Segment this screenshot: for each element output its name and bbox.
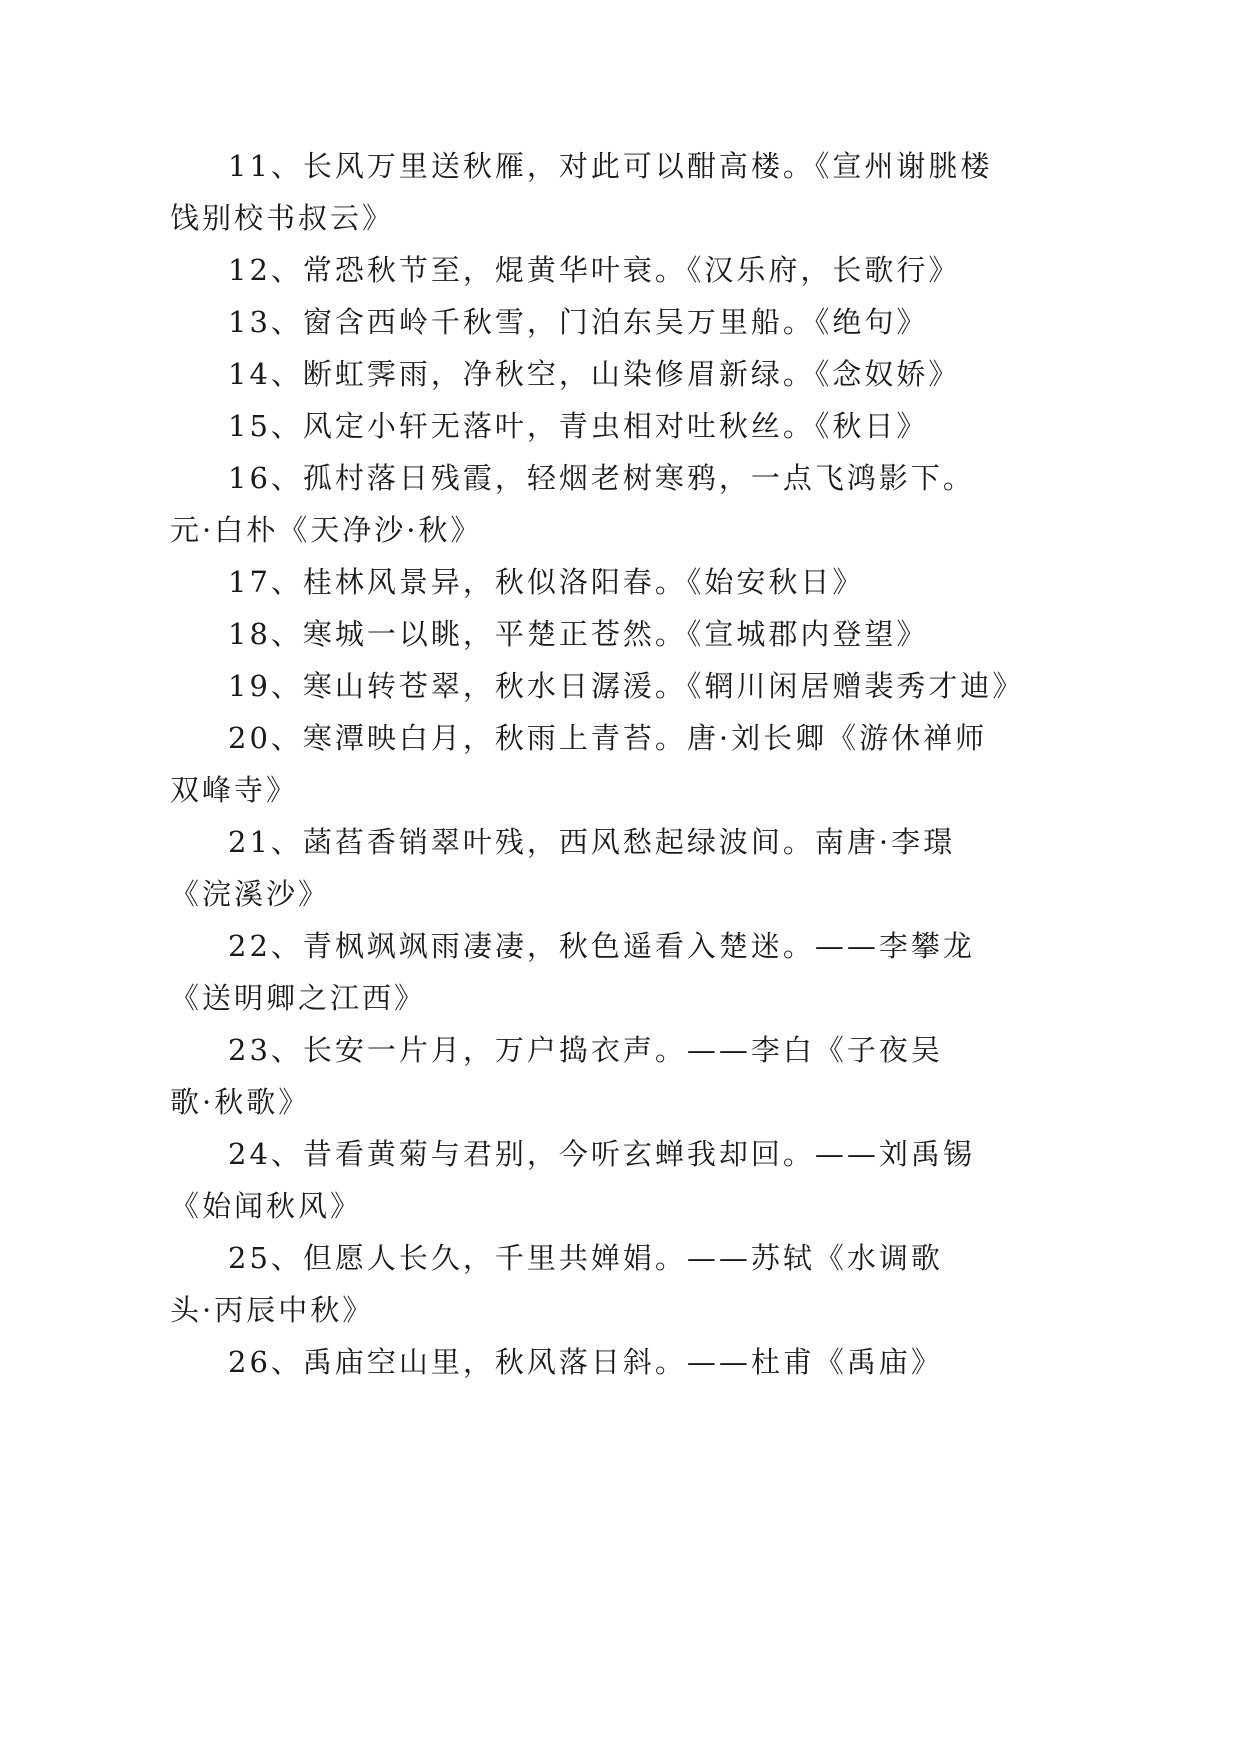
poem-line-14: 14、断虹霁雨，净秋空，山染修眉新绿。《念奴娇》: [228, 357, 961, 391]
poem-line-11-cont: 饯别校书叔云》: [170, 201, 395, 235]
poem-line-16: 16、孤村落日残霞，轻烟老树寒鸦，一点飞鸿影下。: [228, 461, 975, 495]
poem-line-21-cont: 《浣溪沙》: [170, 877, 331, 911]
poem-line-17: 17、桂林风景异，秋似洛阳春。《始安秋日》: [228, 565, 865, 599]
poem-line-13: 13、窗含西岭千秋雪，门泊东吴万里船。《绝句》: [228, 305, 929, 339]
poem-line-25-cont: 头·丙辰中秋》: [170, 1293, 375, 1327]
poem-line-21: 21、菡萏香销翠叶残，西风愁起绿波间。南唐·李璟: [228, 825, 956, 859]
poem-line-12: 12、常恐秋节至，焜黄华叶衰。《汉乐府，长歌行》: [228, 253, 961, 287]
poem-line-23: 23、长安一片月，万户捣衣声。——李白《子夜吴: [228, 1033, 943, 1067]
poem-line-15: 15、风定小轩无落叶，青虫相对吐秋丝。《秋日》: [228, 409, 929, 443]
poem-line-20-cont: 双峰寺》: [170, 773, 299, 807]
poem-line-24-cont: 《始闻秋风》: [170, 1189, 363, 1223]
poem-line-22-cont: 《送明卿之江西》: [170, 981, 427, 1015]
poem-line-19: 19、寒山转苍翠，秋水日潺湲。《辋川闲居赠裴秀才迪》: [228, 669, 1025, 703]
poem-line-24: 24、昔看黄菊与君别，今听玄蝉我却回。——刘禹锡: [228, 1137, 975, 1171]
poem-line-22: 22、青枫飒飒雨凄凄，秋色遥看入楚迷。——李攀龙: [228, 929, 975, 963]
poem-line-23-cont: 歌·秋歌》: [170, 1085, 311, 1119]
poem-line-11: 11、长风万里送秋雁，对此可以酣高楼。《宣州谢朓楼: [228, 149, 993, 183]
poem-line-25: 25、但愿人长久，千里共婵娟。——苏轼《水调歌: [228, 1241, 943, 1275]
poem-line-26: 26、禹庙空山里，秋风落日斜。——杜甫《禹庙》: [228, 1345, 943, 1379]
poem-line-16-cont: 元·白朴《天净沙·秋》: [170, 513, 483, 547]
poem-line-20: 20、寒潭映白月，秋雨上青苔。唐·刘长卿《游休禅师: [228, 721, 988, 755]
poem-line-18: 18、寒城一以眺，平楚正苍然。《宣城郡内登望》: [228, 617, 929, 651]
